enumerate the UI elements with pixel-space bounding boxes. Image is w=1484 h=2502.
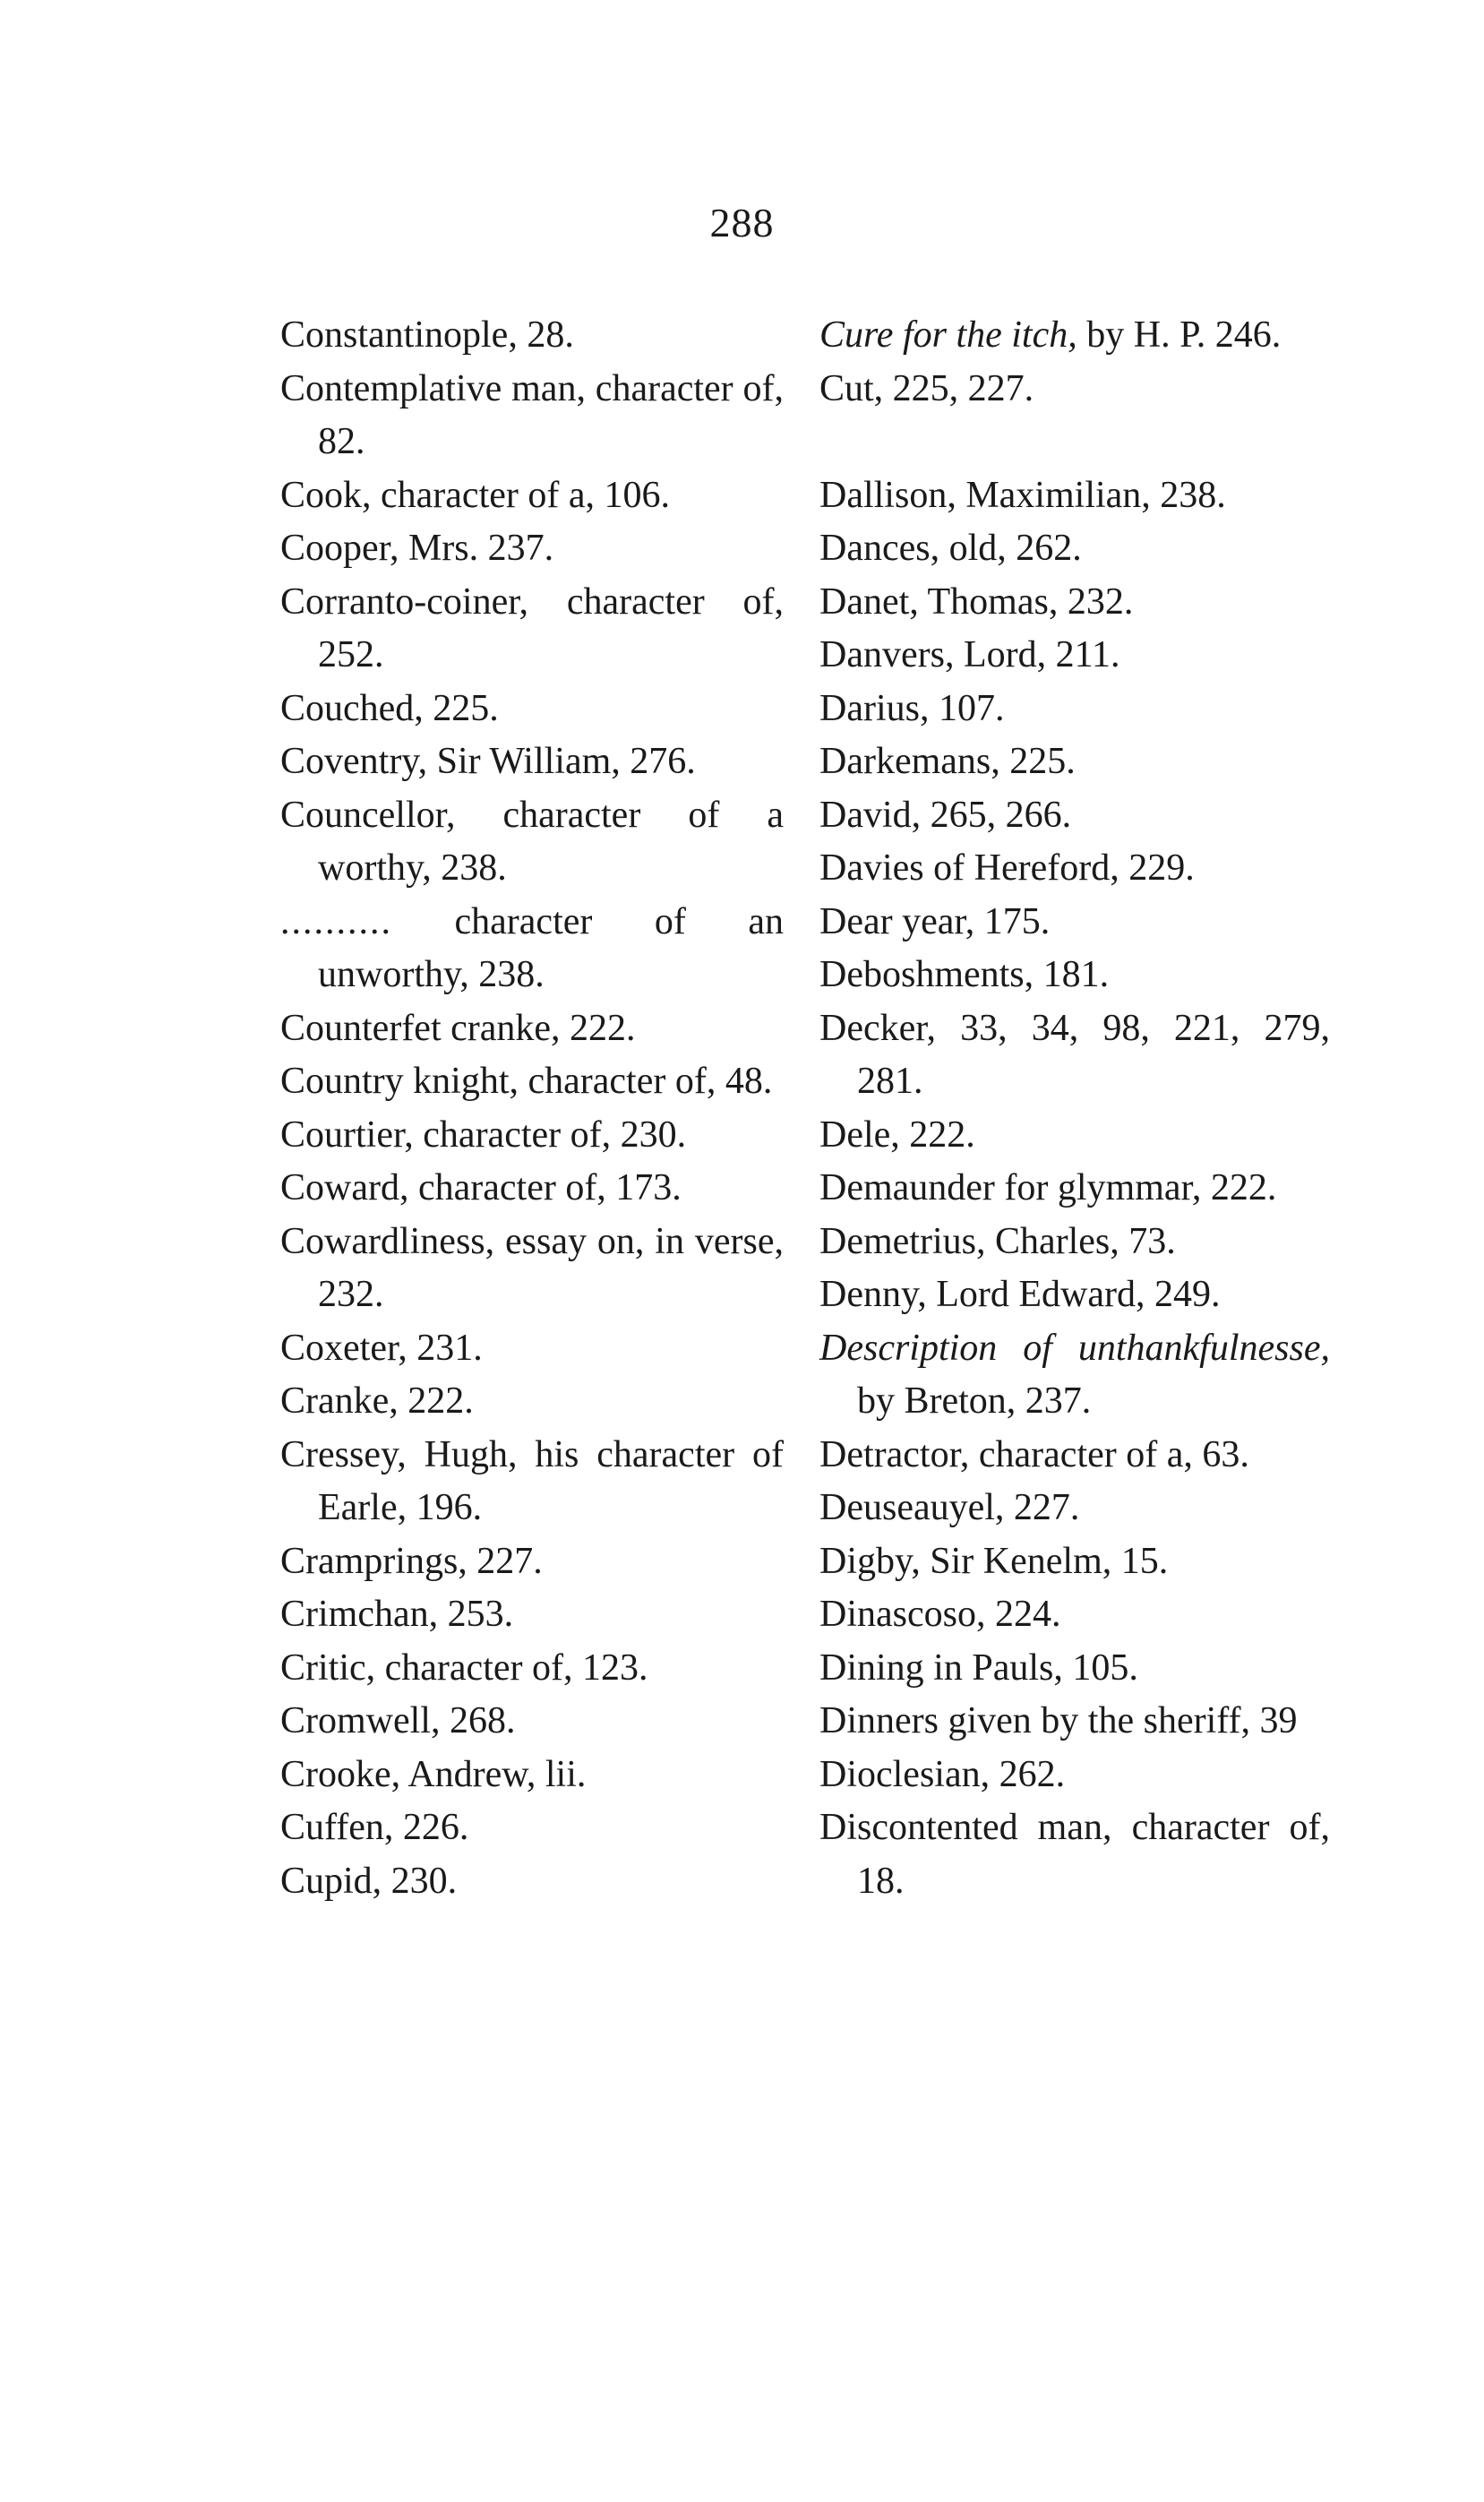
index-entry: Cromwell, 268.	[280, 1700, 516, 1741]
index-entry: Critic, character of, 123.	[280, 1647, 648, 1689]
index-entry: Davies of Hereford, 229.	[819, 847, 1195, 889]
section-gap	[819, 416, 1330, 469]
index-entry: Cut, 225, 227.	[819, 367, 1034, 409]
index-entry: Cuffen, 226.	[280, 1807, 469, 1848]
index-entry: Cowardliness, essay on, in verse, 232.	[280, 1220, 784, 1315]
index-entry: Cook, character of a, 106.	[280, 474, 670, 516]
index-entry: Cramprings, 227.	[280, 1540, 543, 1582]
index-entry: Courtier, character of, 230.	[280, 1113, 687, 1156]
index-entry: Darkemans, 225.	[819, 741, 1076, 782]
index-entry: Deboshments, 181.	[819, 954, 1110, 995]
index-entry: Danet, Thomas, 232.	[819, 580, 1134, 623]
index-entry: Cressey, Hugh, his character of Earle, 196.	[280, 1433, 784, 1528]
index-entry: Dallison, Maximilian, 238.	[819, 474, 1226, 516]
index-entry: David, 265, 266.	[819, 794, 1072, 836]
index-entry: Dances, old, 262.	[819, 528, 1082, 569]
index-entry: Dinners given by the sheriff, 39	[819, 1700, 1298, 1741]
index-entry: Danvers, Lord, 211.	[819, 634, 1120, 675]
work-title: Description of unthankfulnesse,	[819, 1327, 1330, 1369]
index-entry: Deuseauyel, 227.	[819, 1487, 1080, 1528]
index-entry: Discontented man, character of, 18.	[819, 1807, 1330, 1902]
index-entry: Digby, Sir Kenelm, 15.	[819, 1540, 1169, 1582]
index-entry: Dear year, 175.	[819, 900, 1051, 942]
index-entry: Coward, character of, 173.	[280, 1167, 682, 1208]
index-entry-text: character of an unworthy, 238.	[318, 900, 785, 995]
index-entry: Counterfet cranke, 222.	[280, 1007, 636, 1049]
page-number: 288	[709, 200, 775, 245]
index-entry: Detractor, character of a, 63.	[819, 1433, 1249, 1475]
index-entry: Constantinople, 28.	[280, 314, 574, 356]
index-entry: Cooper, Mrs. 237.	[280, 528, 554, 569]
index-entry: Coventry, Sir William, 276.	[280, 741, 696, 782]
index-entry	[819, 1322, 1330, 1429]
index-entry: Country knight, character of, 48.	[280, 1061, 773, 1102]
index-entry: Councellor, character of a worthy, 238.	[280, 794, 784, 889]
index-entry: Couched, 225.	[280, 687, 499, 729]
ditto-dots: ..........	[280, 900, 392, 942]
index-entry: Crimchan, 253.	[280, 1594, 514, 1635]
index-entry: Dele, 222.	[819, 1113, 975, 1156]
index-entry	[819, 309, 1330, 363]
index-entry: Dinascoso, 224.	[819, 1594, 1061, 1635]
index-entry-continuation	[280, 896, 784, 1002]
index-entry: Contemplative man, character of, 82.	[280, 367, 784, 462]
index-entry: Cupid, 230.	[280, 1860, 458, 1902]
index-column-left	[280, 309, 784, 1908]
index-entry-text: by H. P. 246.	[1086, 314, 1282, 356]
index-entry: Demaunder for glymmar, 222.	[819, 1167, 1277, 1208]
index-entry-text: by Breton, 237.	[857, 1380, 1092, 1422]
index-entry: Demetrius, Charles, 73.	[819, 1220, 1176, 1262]
index-entry: Denny, Lord Edward, 249.	[819, 1274, 1221, 1315]
index-entry: Cranke, 222.	[280, 1380, 474, 1422]
index-entry: Decker, 33, 34, 98, 221, 279, 281.	[819, 1007, 1330, 1102]
index-column-right	[819, 309, 1330, 1908]
work-title: Cure for the itch,	[819, 314, 1077, 356]
index-entry: Dining in Pauls, 105.	[819, 1647, 1138, 1689]
index-entry: Corranto-coiner, character of, 252.	[280, 580, 784, 675]
index-entry: Crooke, Andrew, lii.	[280, 1753, 587, 1795]
index-entry: Dioclesian, 262.	[819, 1753, 1066, 1795]
index-entry: Darius, 107.	[819, 687, 1005, 729]
index-entry: Coxeter, 231.	[280, 1327, 483, 1369]
